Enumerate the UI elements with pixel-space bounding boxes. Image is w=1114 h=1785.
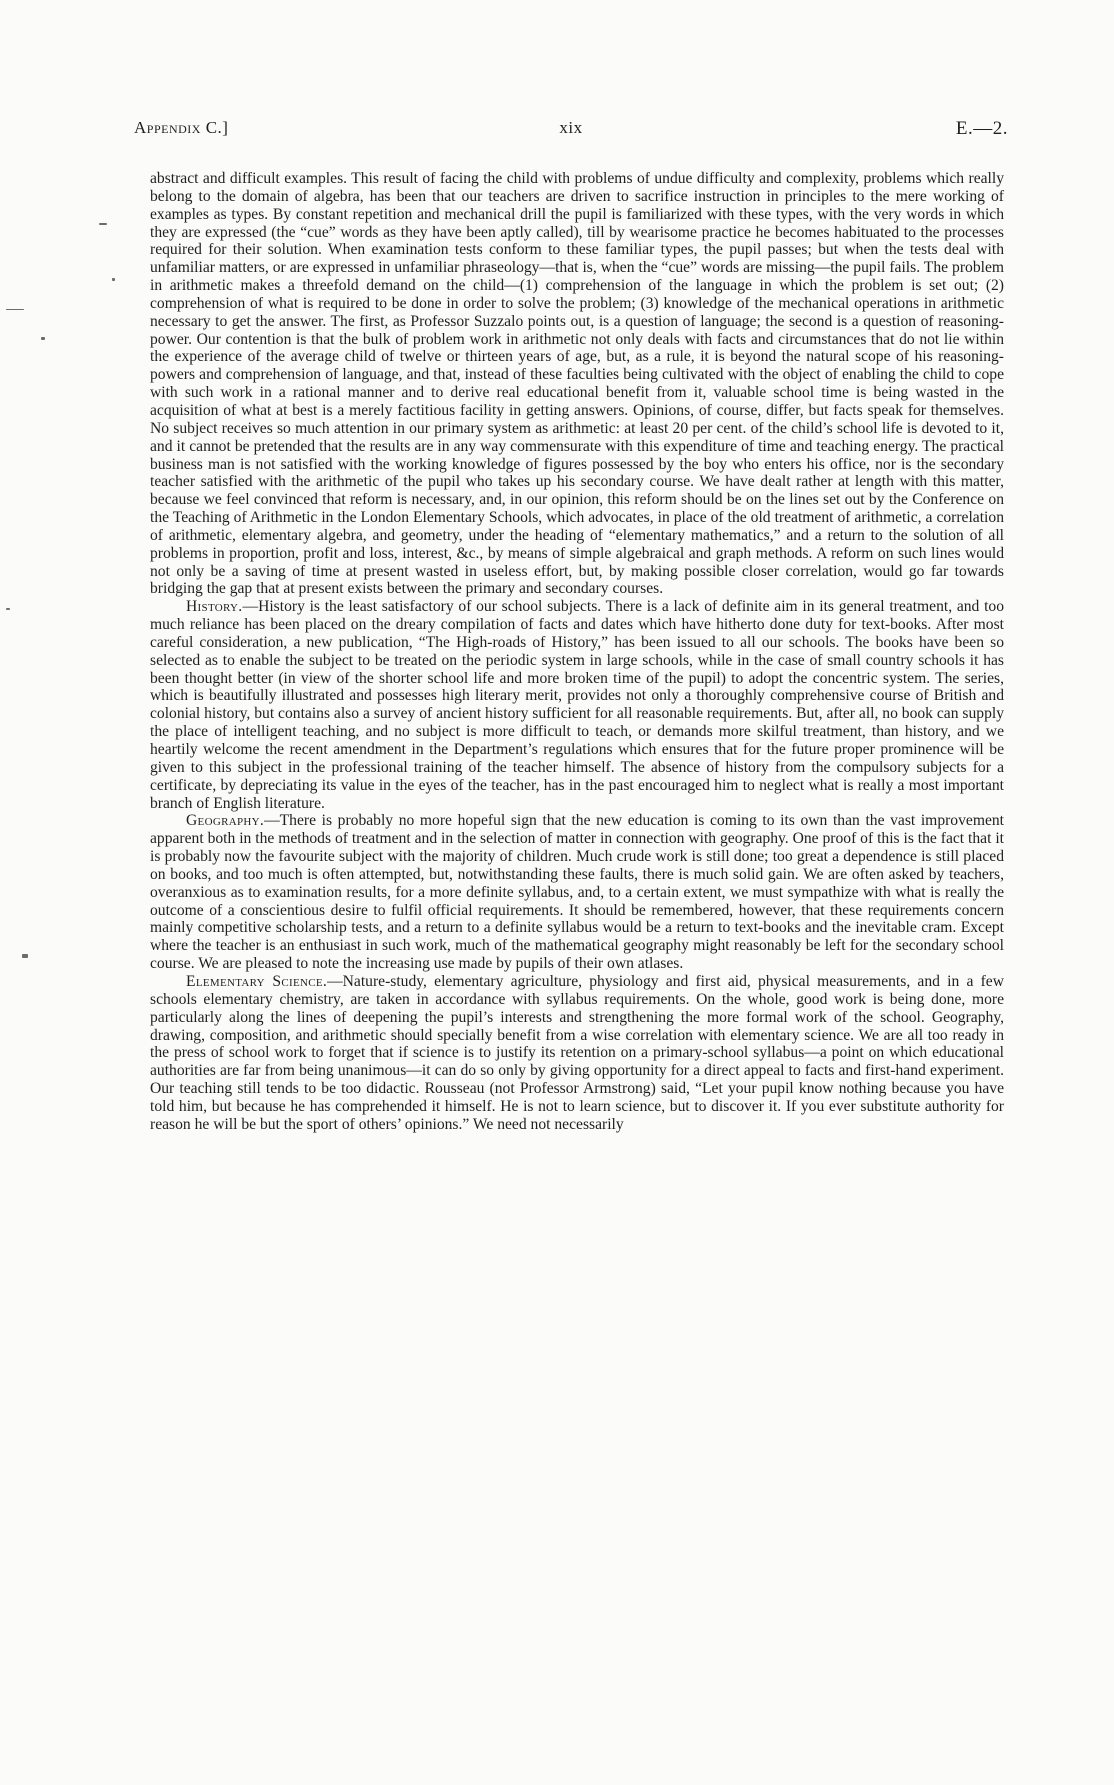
paragraph-elementary-science xyxy=(150,973,1004,1134)
paragraph-text: —There is probably no more hopeful sign that the new education is coming to its own than the vast improvement apparent both in the methods of treatment and in the selection of matter in connection with geography. One proof of this is the fact that it is probably now the favourite subject with the majority of children. Much crude work is still done; too great a dependence is still placed on books, and too much is often attempted, but, notwithstanding these faults, there is much solid gain. We are often asked by teachers, overanxious as to examination results, for a more definite syllabus, and, to a certain extent, we must sympathize with what is really the outcome of a conscientious desire to fulfil official requirements. It should be remembered, however, that these requirements concern mainly competitive scholarship tests, and a return to a definite syllabus would be a return to text-books and the inevitable cram. Except where the teacher is an enthusiast in such work, much of the mathematical geography might reasonably be left for the secondary school course. We are pleased to note the increasing use made by pupils of their own atlases. xyxy=(150,812,1004,973)
paragraph-text: abstract and difficult examples. This result of facing the child with problems of undue difficulty and complexity, problems which really belong to the domain of algebra, has been that our teachers are driven to sacrifice instruction in principles to the mere working of examples as types. By constant repetition and mechanical drill the pupil is familiarized with these types, with the very words in which they are expressed (the “cue” words as they have been aptly called), till by wearisome practice he becomes habituated to the processes required for their solution. When examination tests conform to these familiar types, the pupil passes; but when the tests deal with unfamiliar matters, or are expressed in unfamiliar phraseology—that is, when the “cue” words are missing—the pupil fails. The problem in arithmetic makes a threefold demand on the child—(1) comprehension of the language in which the problem is set out; (2) comprehension of what is required to be done in order to solve the problem; (3) knowledge of the mechanical operations in arithmetic necessary to get the answer. The first, as Professor Suzzalo points out, is a question of language; the second is a question of reasoning-power. Our contention is that the bulk of problem work in arithmetic not only deals with facts and circumstances that do not lie within the experience of the average child of twelve or thirteen years of age, but, as a rule, it is beyond the natural scope of his reasoning-powers and comprehension of language, and that, instead of these faculties being cultivated with the object of enabling the child to cope with such work in a rational manner and to derive real educational benefit from it, valuable school time is being wasted in the acquisition of what at best is a merely factitious facility in getting answers. Opinions, of course, differ, but facts speak for themselves. No subject receives so much attention in our primary system as arithmetic: at least 20 per cent. of the child’s school life is devoted to it, and it cannot be pretended that the results are in any way commensurate with this expenditure of time and teaching energy. The practical business man is not satisfied with the working knowledge of figures possessed by the boy who enters his office, nor is the secondary teacher satisfied with the arithmetic of the pupil who takes up his secondary course. We have dealt rather at length with this matter, because we feel convinced that reform is necessary, and, in our opinion, this reform should be on the lines set out by the Conference on the Teaching of Arithmetic in the London Elementary Schools, which advocates, in place of the old treatment of arithmetic, a correlation of arithmetic, elementary algebra, and geometry, under the heading of “elementary mathematics,” and a return to the solution of all problems in proportion, profit and loss, interest, &c., by means of simple algebraical and graph methods. A reform on such lines would not only be a saving of time at present wasted in useless effort, but, by making possible closer correlation, would go far towards bridging the gap that at present exists between the primary and secondary courses. xyxy=(150,170,1004,598)
body-text xyxy=(150,170,1004,1134)
page-header xyxy=(134,118,1008,142)
paragraph-text: —History is the least satisfactory of our school subjects. There is a lack of definite aim in its general treatment, and too much reliance has been placed on the dreary compilation of facts and dates which have hitherto done duty for text-books. After most careful consideration, a new publication, “The High-roads of History,” has been issued to all our schools. The books have been so selected as to enable the subject to be treated on the periodic system in large schools, while in the case of small country schools it has been thought better (in view of the shorter school life and more broken time of the pupil) to adopt the concentric system. The series, which is beautifully illustrated and possesses high literary merit, provides not only a thoroughly comprehensive course of British and colonial history, but contains also a survey of ancient history sufficient for all reasonable requirements. But, after all, no book can supply the place of intelligent teaching, and no subject is more difficult to teach, or demands more skilful treatment, than history, and we heartily welcome the recent amendment in the Department’s regulations which ensures that for the future proper prominence will be given to this subject in the professional training of the teacher himself. The absence of history from the compulsory subjects for a certificate, by depreciating its value in the eyes of the teacher, has in the past encouraged him to neglect what is really a most important branch of English literature. xyxy=(150,598,1004,812)
margin-speck xyxy=(41,337,45,340)
margin-speck xyxy=(22,954,28,958)
margin-speck xyxy=(112,278,115,281)
paragraph-heading: History. xyxy=(186,598,243,616)
paragraph-geography xyxy=(150,812,1004,973)
paragraph-arithmetic xyxy=(150,170,1004,598)
paragraph-heading: Geography. xyxy=(186,812,265,830)
margin-speck xyxy=(6,309,24,310)
margin-speck xyxy=(6,608,10,610)
header-document-code: E.—2. xyxy=(955,118,1008,139)
header-page-number: xix xyxy=(559,118,583,137)
paragraph-history xyxy=(150,598,1004,812)
paragraph-text: —Nature-study, elementary agriculture, physiology and first aid, physical measurements, and in a few schools elementary chemistry, are taken in accordance with syllabus requirements. On the whole, good work is being done, more particularly along the lines of deepening the pupil’s interests and strengthening the more formal work of the school. Geography, drawing, composition, and arithmetic should specially benefit from a wise correlation with elementary science. We are all too ready in the press of school work to forget that if science is to justify its retention on a primary-school syllabus—a point on which educational authorities are far from being unanimous—it can do so only by giving opportunity for a direct appeal to facts and first-hand experiment. Our teaching still tends to be too didactic. Rousseau (not Professor Armstrong) said, “Let your pupil know nothing because you have told him, but because he has comprehended it himself. He is not to learn science, but to discover it. If you ever substitute authority for reason he will be but the sport of others’ opinions.” We need not necessarily xyxy=(150,972,1004,1133)
paragraph-heading: Elementary Science. xyxy=(186,972,328,990)
margin-speck xyxy=(99,223,107,225)
header-appendix: Appendix C.] xyxy=(134,118,229,137)
